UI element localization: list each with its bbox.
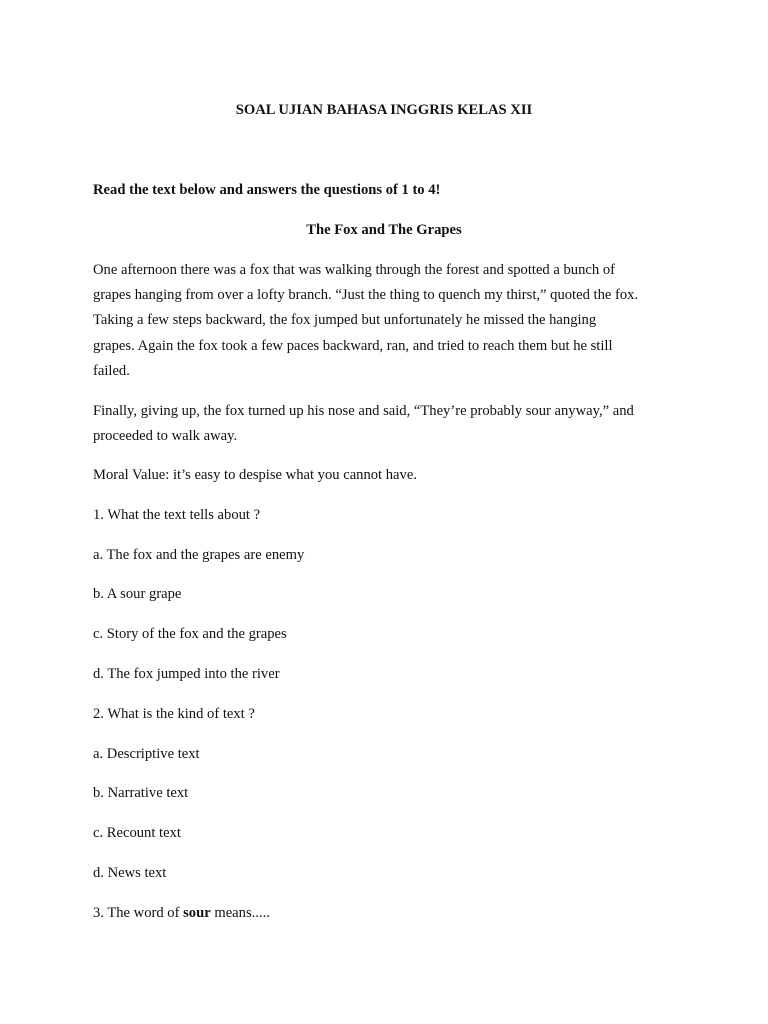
paragraph-line: proceeded to walk away. bbox=[93, 428, 238, 445]
question-3-keyword: sour bbox=[183, 905, 211, 921]
story-paragraph-1 bbox=[93, 258, 683, 384]
question-3 bbox=[93, 904, 270, 922]
paragraph-line: Taking a few steps backward, the fox jumped but unfortunately he missed the hanging bbox=[93, 312, 597, 329]
question-3-prefix: 3. The word of bbox=[93, 905, 184, 921]
question-1-option-a: a. The fox and the grapes are enemy bbox=[93, 547, 305, 563]
paragraph-line: failed. bbox=[93, 362, 130, 379]
paragraph-line: grapes. Again the fox took a few paces backward, ran, and tried to reach them but he still bbox=[93, 337, 613, 354]
question-2-option-d: d. News text bbox=[93, 865, 167, 881]
question-1-option-c: c. Story of the fox and the grapes bbox=[93, 626, 287, 642]
question-2: 2. What is the kind of text ? bbox=[93, 706, 255, 722]
page-title: SOAL UJIAN BAHASA INGGRIS KELAS XII bbox=[235, 102, 533, 118]
moral-value: Moral Value: it’s easy to despise what you cannot have. bbox=[93, 467, 417, 483]
question-1-option-d: d. The fox jumped into the river bbox=[93, 666, 280, 682]
story-paragraph-2 bbox=[93, 399, 683, 449]
paragraph-line: grapes hanging from over a lofty branch. “Just the thing to quench my thirst,” quoted the fox. bbox=[93, 287, 639, 304]
paragraph-line: One afternoon there was a fox that was walking through the forest and spotted a bunch of bbox=[93, 262, 615, 278]
question-3-suffix: means..... bbox=[210, 905, 270, 921]
instruction: Read the text below and answers the questions of 1 to 4! bbox=[93, 182, 441, 198]
question-2-option-a: a. Descriptive text bbox=[93, 746, 200, 762]
question-1: 1. What the text tells about ? bbox=[93, 507, 261, 523]
question-2-option-b: b. Narrative text bbox=[93, 785, 189, 801]
story-title: The Fox and The Grapes bbox=[306, 222, 462, 238]
paragraph-line: Finally, giving up, the fox turned up his nose and said, “They’re probably sour anyway,” and bbox=[93, 403, 634, 419]
question-1-option-b: b. A sour grape bbox=[93, 586, 182, 602]
question-2-option-c: c. Recount text bbox=[93, 825, 181, 841]
